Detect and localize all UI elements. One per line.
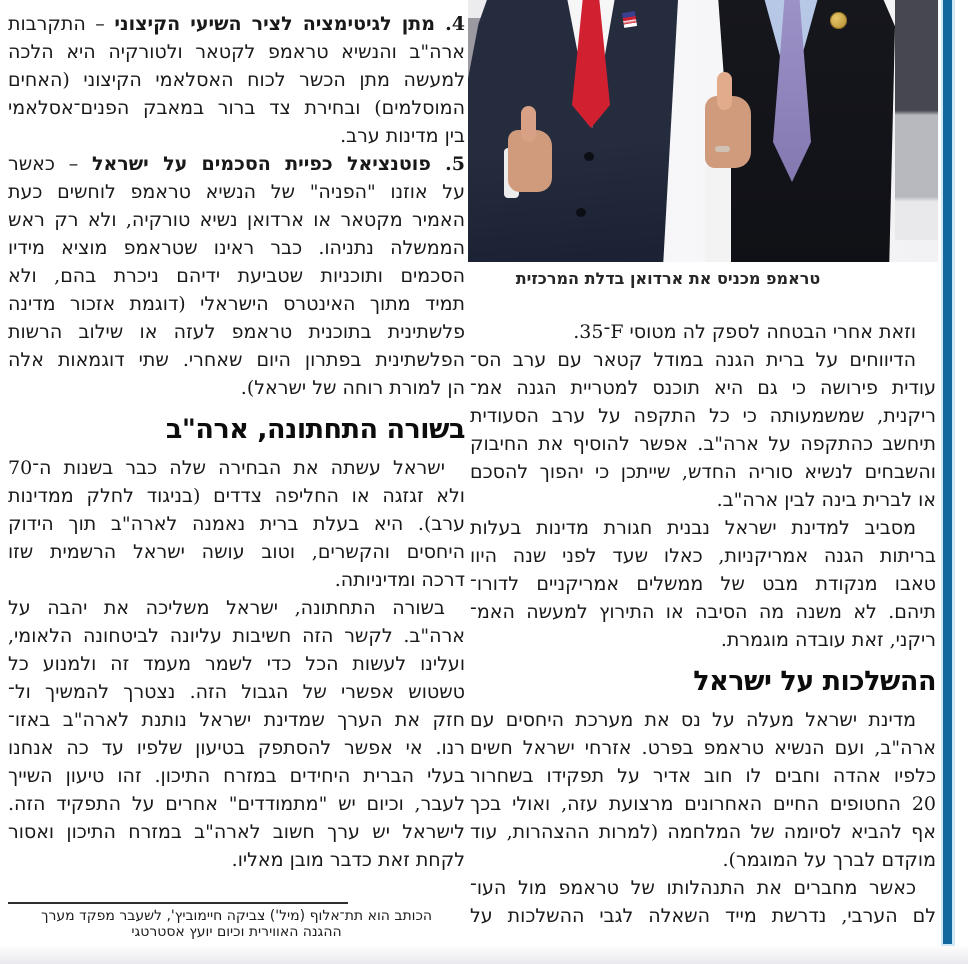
paragraph-lead-bold: 4. מתן לגיטימציה לציר השיעי הקיצוני <box>114 13 465 35</box>
article-text-line: אף להביא לסיומה של המלחמה (למרות ההצהרות, עוד <box>470 821 936 843</box>
article-text-line: תיהם. לא משנה מה הסיבה או התירוץ למעשה האמ־ <box>470 601 936 623</box>
article-column-left <box>8 10 465 874</box>
article-text-line: מדינת ישראל מעלה על נס את מערכת היחסים עם <box>470 709 916 731</box>
article-text-line: ארה"ב, ועם הנשיא טראמפ בפרט. אזרחי ישראל חשים <box>470 737 936 759</box>
article-text-line: לקחת זאת כדבר מובן מאליו. <box>231 849 465 871</box>
article-text-line: טאבו מנקודת מבט של ממשלים אמריקניים לדורו־ <box>470 573 936 595</box>
article-text-line: 4. מתן לגיטימציה לציר השיעי הקיצוני – התקרבות <box>8 13 465 35</box>
article-text-line: 5. פוטנציאל כפיית הסכמים על ישראל – כאשר <box>8 153 465 175</box>
article-text-line: הדיווחים על ברית הגנה במודל קטאר עם ערב הס־ <box>470 349 916 371</box>
article-text-line: על אוזנו "הפניה" של הנשיא טראמפ לוחשים כעת <box>8 181 465 203</box>
suit-button <box>584 152 594 161</box>
article-text-line: ריקני, זאת עובדה מוגמרת. <box>720 629 936 651</box>
article-text-line: בעלי הברית היחידים במזרח התיכון. זהו טיעון השייך <box>8 765 465 787</box>
suit-button <box>576 208 586 217</box>
article-text-line: טשטוש אפשרי של הגבול הזה. נצטרך להמשיך ול־ <box>8 681 465 703</box>
trump-thumb <box>521 106 536 142</box>
photo-caption: טראמפ מכניס את ארדואן בדלת המרכזית <box>515 269 821 288</box>
article-text-line: רנו. אי אפשר להסתפק בטיעון שלפיו עד כה אנחנו <box>8 737 465 759</box>
article-text-line: היחסים והקשרים, וטוב עושה ישראל הרשמית שזו <box>8 541 465 563</box>
article-text-line: ישראל עשתה את הבחירה שלה כבר בשנות ה־70 <box>8 457 445 479</box>
article-text-line: כלפיו אהדה וחבים לו חוב אדיר על תפקידו בשחרור <box>470 765 936 787</box>
article-text-line: מסביב למדינת ישראל נבנית חגורת מדינות בעלות <box>470 517 916 539</box>
article-text-line: תיחשב כהתקפה על ארה"ב. אפשר להוסיף את החיבוק <box>470 433 936 455</box>
article-text-line: ארה"ב. לקשר הזה חשיבות עליונה לביטחונה הלאומי, <box>8 625 465 647</box>
author-credit-line: ההגנה האווירית וכיום יועץ אסטרטגי <box>131 924 342 940</box>
article-text-line: ארה"ב והנשיא טראמפ לקטאר ולטורקיה היא הלכה <box>8 41 465 63</box>
article-text-line: או לברית בינה לבין ארה"ב. <box>716 489 936 511</box>
article-text-line: חזק את הערך שמדינת ישראל נותנת לארה"ב באזו־ <box>8 709 465 731</box>
article-text-line: הפלשתינית בפתרון היום שאחרי. שתי דוגמאות אלה <box>8 349 465 371</box>
article-text-line: האמיר מקטאר או ארדואן נשיא טורקיה, ולא רק ראש <box>8 209 465 231</box>
article-text-line: לישראל יש ערך חשוב לארה"ב במזרח התיכון ואסור <box>8 821 465 843</box>
paragraph-lead-bold: 5. פוטנציאל כפיית הסכמים על ישראל <box>91 153 465 175</box>
trump-suit <box>468 0 678 262</box>
article-text-line: פלשתינית בתוכנית טראמפ לעזה או שילוב הרשות <box>8 321 465 343</box>
footer-divider <box>8 902 348 904</box>
article-column-right <box>470 318 936 930</box>
article-text-line: לם הערבי, נדרשת מייד השאלה לגבי ההשלכות על <box>470 905 936 927</box>
article-text-line: הסכמים ותוכניות שטביעת ידיהם ניכרת בהם, ולא <box>8 265 465 287</box>
article-text-line: עודית פירושה כי גם היא תוכנס למטריית הגנה אמ־ <box>470 377 936 399</box>
erdogan-thumb <box>717 72 732 110</box>
article-text-line: הממשלה נתניהו. כבר ראינו שטראמפ מוציא מידיו <box>8 237 465 259</box>
article-text-line: ועלינו לעשות הכל כדי לשמר מעמד זה ולמנוע כל <box>8 653 465 675</box>
article-text-line: דרכה ומדיניותה. <box>334 569 465 591</box>
page-bottom-shadow <box>0 946 968 964</box>
author-credit <box>8 908 465 940</box>
photo-trump-erdogan <box>468 0 938 262</box>
article-text-line: לעבר, וכיום יש "מתמודדים" אחרים על התפקיד הזה. <box>8 793 465 815</box>
article-photo-figure <box>468 0 938 288</box>
gold-lapel-pin-icon <box>830 12 847 29</box>
article-text-line: 20 החטופים החיים האחרונים מרצועת עזה, ואולי בכך <box>470 793 936 815</box>
section-headline: ההשלכות על ישראל <box>693 666 936 697</box>
section-headline: בשורה התחתונה, ארה"ב <box>165 414 465 445</box>
article-text-line: ריקנית, שמשמעותה כי כל התקפה על ערב הסעודית <box>470 405 936 427</box>
photo-backdrop <box>895 0 938 240</box>
ring-icon <box>715 146 730 152</box>
author-credit-line: הכותב הוא תת־אלוף (מיל') צביקה חיימוביץ', לשעבר מפקד מערך <box>40 908 433 924</box>
article-text-line: המוסלמים) ובחירת צד ברור במאבק הפנים־אסלאמי <box>8 97 465 119</box>
article-text-line: בריתות הגנה אמריקניות, כאלו שעד לפני שנה היוו <box>470 545 936 567</box>
article-text-line: תמיד מתוך האינטרס הישראלי (דוגמת אזכור מדינה <box>8 293 465 315</box>
article-text-line: ערב). היא בעלת ברית נאמנה לארה"ב תוך הידוק <box>8 513 465 535</box>
flag-pin-icon <box>622 11 637 28</box>
page-edge-accent-bar <box>943 0 952 944</box>
erdogan-shirt-lower <box>705 166 731 262</box>
article-text-line: בשורה התחתונה, ישראל משליכה את יהבה על <box>8 597 445 619</box>
article-text-line: למעשה מתן הכשר לכוח האסלאמי הקיצוני (האחים <box>8 69 465 91</box>
article-text-line: ולא זגזגה או החליפה צדדים (בניגוד לחלק ממדינות <box>8 485 465 507</box>
article-text-line: בין מדינות ערב. <box>340 125 465 147</box>
article-text-line: כאשר מחברים את התנהלותו של טראמפ מול העו־ <box>470 877 916 899</box>
article-text-line: מוקדם לברך על המוגמר). <box>722 849 936 871</box>
article-text-line: והשבחים לנשיא סוריה החדש, שייתכן כי יהפוך להסכם <box>470 461 936 483</box>
article-text-line: הן למורת רוחה של ישראל). <box>240 377 465 399</box>
article-text-line: וזאת אחרי הבטחה לספק לה מטוסי F־35. <box>573 321 916 343</box>
